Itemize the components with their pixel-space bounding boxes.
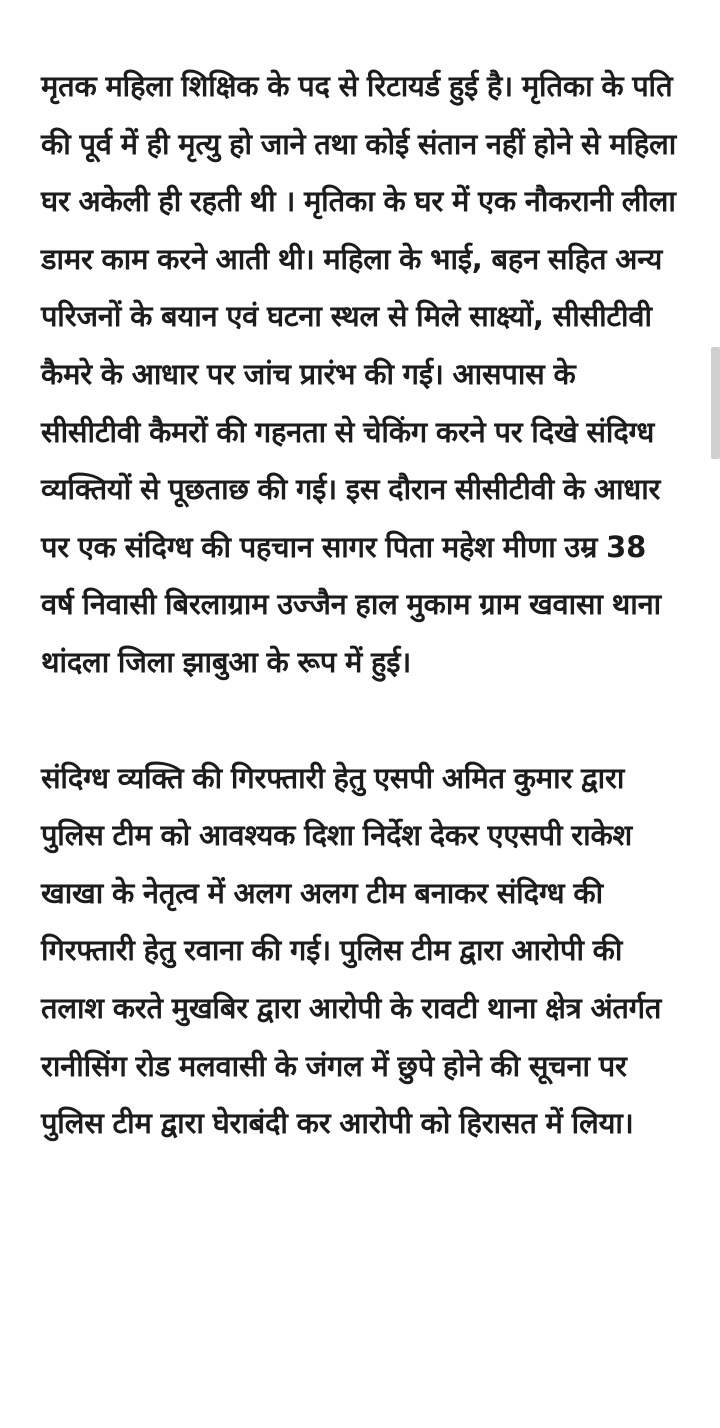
article-body bbox=[41, 58, 677, 1153]
article-paragraph-2: संदिग्ध व्यक्ति की गिरफ्तारी हेतु एसपी अमित कुमार द्वारा पुलिस टीम को आवश्यक दिशा निर्देश देकर एएसपी राकेश खाखा के नेतृत्व में अलग अलग टीम बनाकर संदिग्ध की गिरफ्तारी हेतु रवाना की गई। पुलिस टीम द्वारा आरोपी की तलाश करते मुखबिर द्वारा आरोपी के रावटी थाना क्षेत्र अंतर्गत रानीसिंग रोड मलवासी के जंगल में छुपे होने की सूचना पर पुलिस टीम द्वारा घेराबंदी कर आरोपी को हिरासत में लिया। bbox=[41, 760, 662, 1141]
scrollbar-thumb[interactable] bbox=[711, 347, 720, 459]
article-paragraph-1: मृतक महिला शिक्षिक के पद से रिटायर्ड हुई है। मृतिका के पति की पूर्व में ही मृत्यु हो जाने तथा कोई संतान नहीं होने से महिला घर अकेली ही रहती थी । मृतिका के घर में एक नौकरानी लीला डामर काम करने आती थी। महिला के भाई, बहन सहित अन्य परिजनों के बयान एवं घटना स्थल से मिले साक्ष्यों, सीसीटीवी कैमरे के आधार पर जांच प्रारंभ की गई। आसपास के सीसीटीवी कैमरों की गहनता से चेकिंग करने पर दिखे संदिग्ध व्यक्तियों से पूछताछ की गई। इस दौरान सीसीटीवी के आधार पर एक संदिग्ध की पहचान सागर पिता महेश मीणा उम्र 38 वर्ष निवासी बिरलाग्राम उज्जैन हाल मुकाम ग्राम खवासा थाना थांदला जिला झाबुआ के रूप में हुई। bbox=[41, 69, 677, 679]
